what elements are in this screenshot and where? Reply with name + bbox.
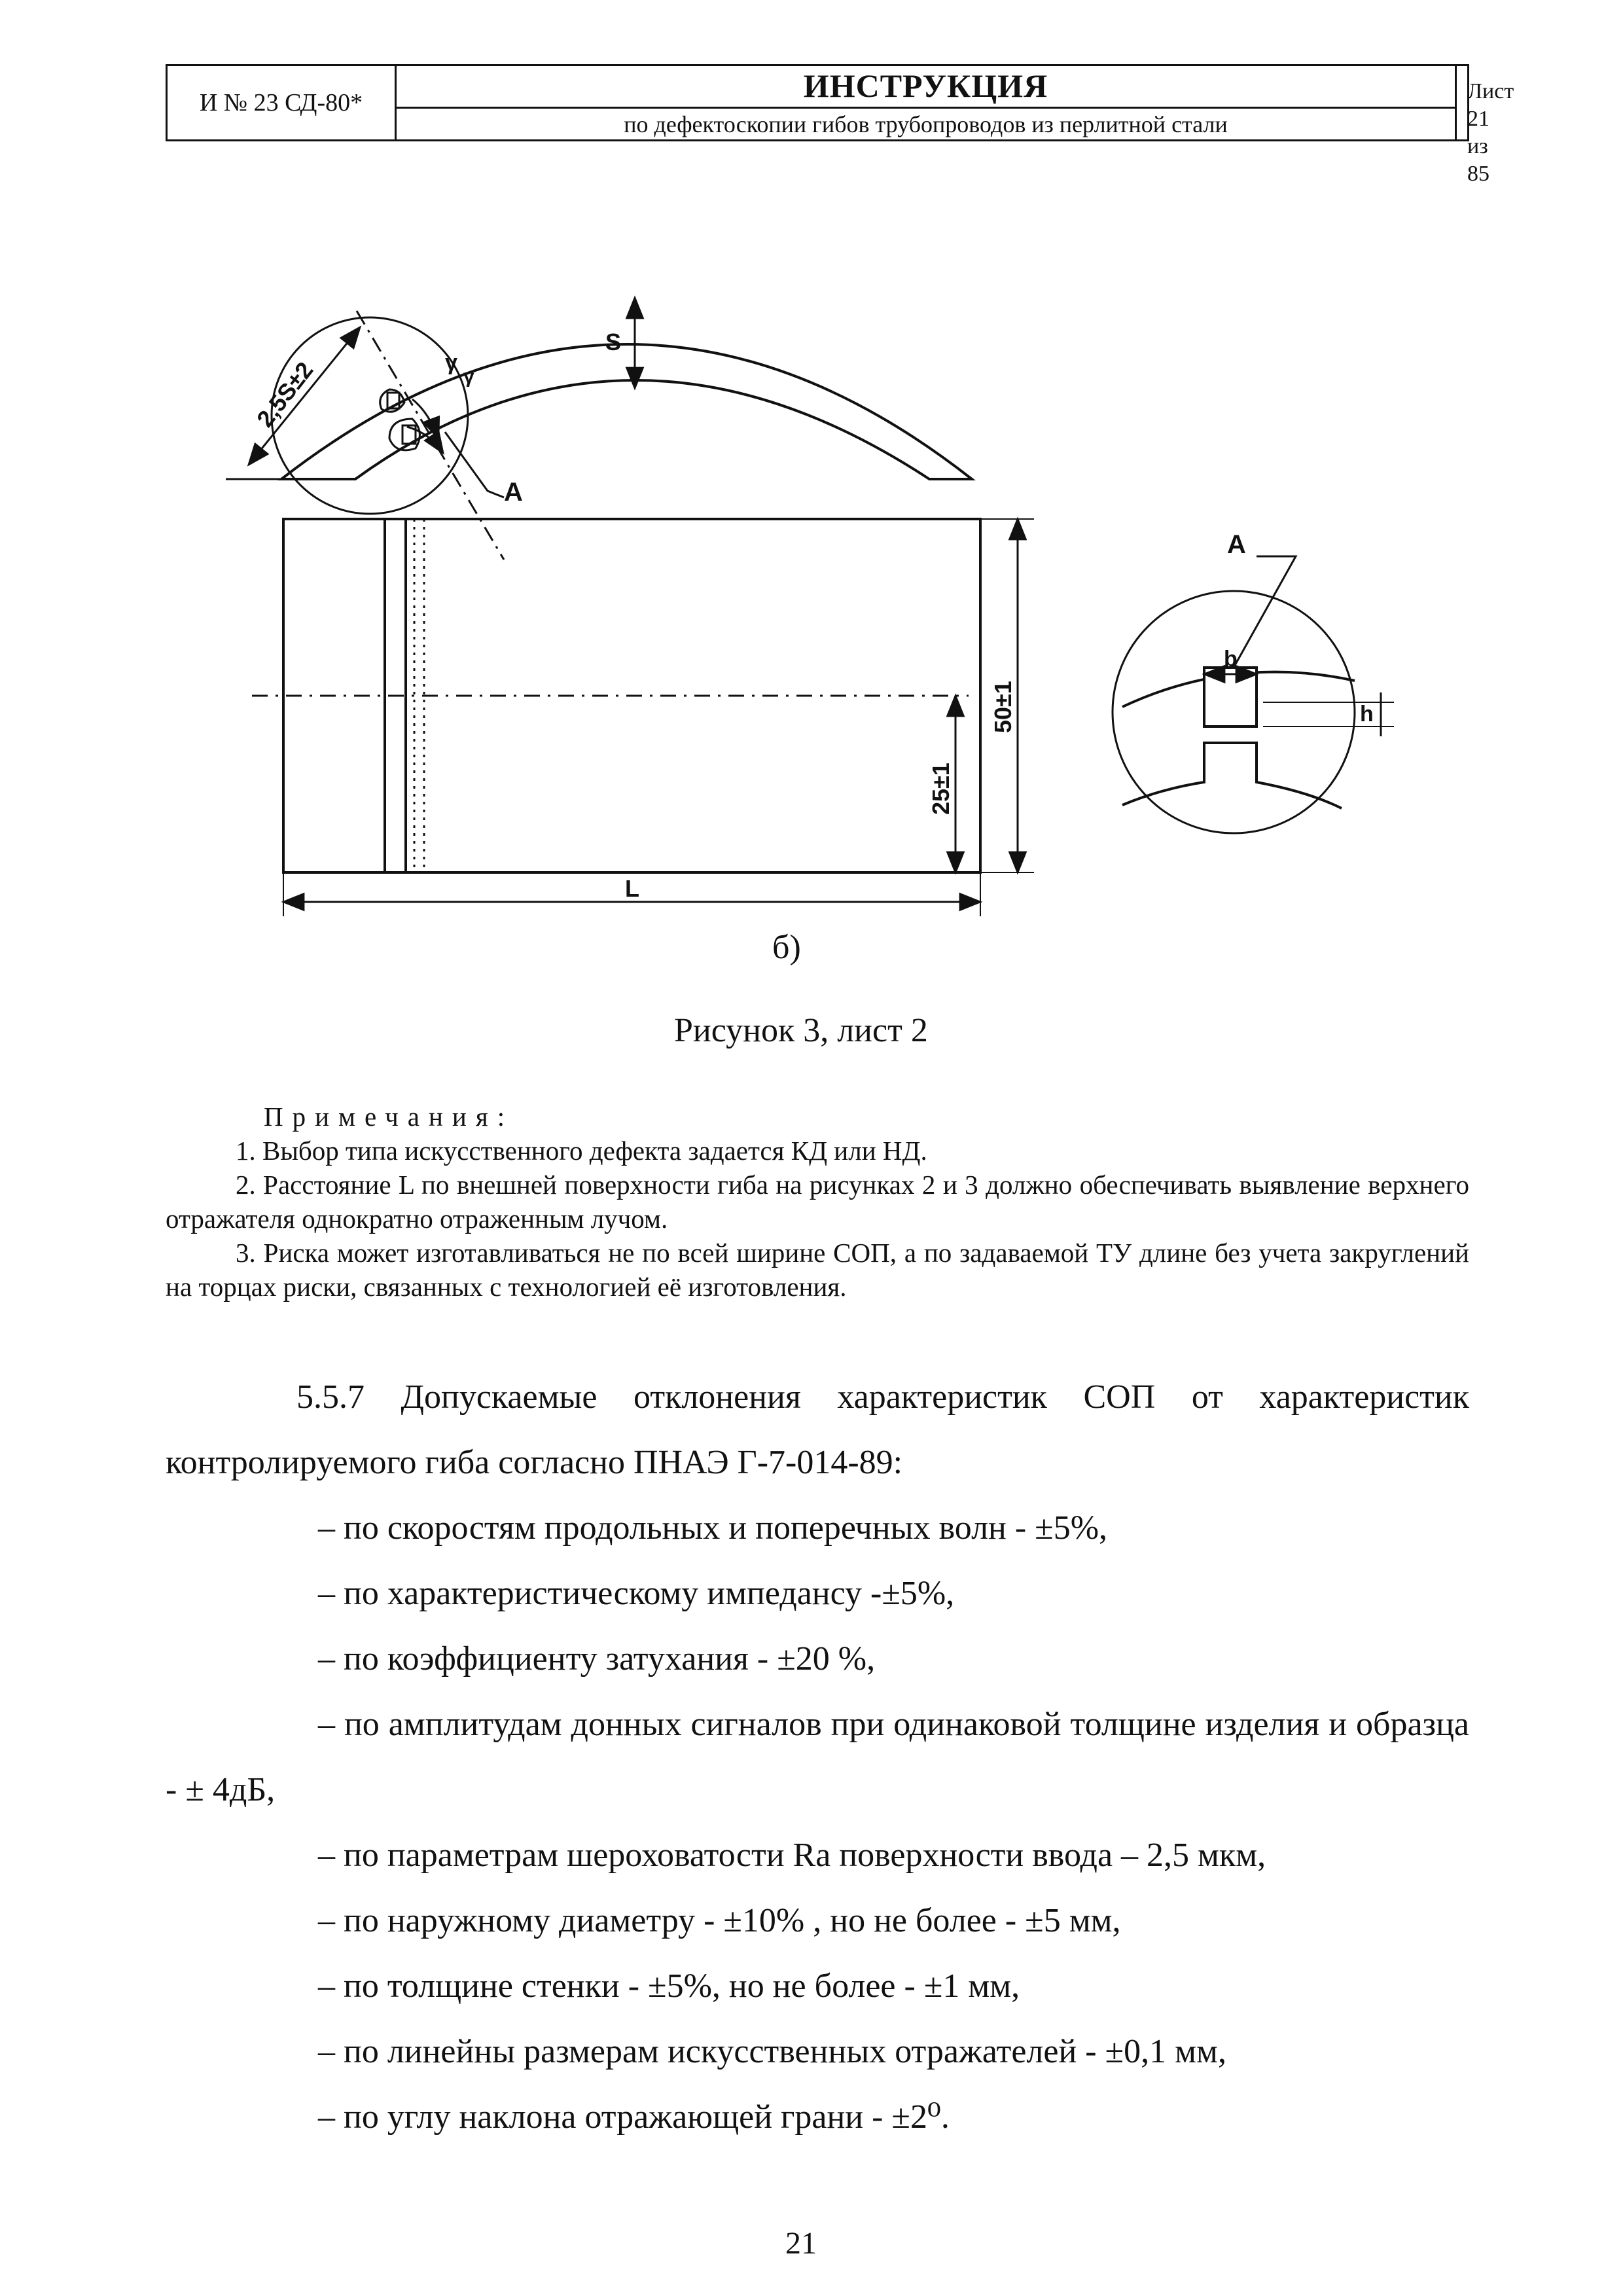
label-2-5s: 2,5S±2 (251, 356, 319, 432)
note-item: 1. Выбор типа искусственного дефекта задается КД или НД. (236, 1136, 927, 1166)
sheet-number: Лист 21 из 85 (1467, 79, 1514, 186)
label-50: 50±1 (990, 681, 1016, 733)
header-title-block (397, 66, 1457, 139)
note-item: 3. Риска может изготавливаться не по всей ширине СОП, а по задаваемой ТУ длине без учета закруглений на торцах риски, связанных с технологией её изготовления. (166, 1238, 1469, 1302)
label-a-bend: A (504, 478, 523, 507)
document-code: И № 23 СД-80* (168, 66, 397, 139)
label-25: 25±1 (927, 762, 954, 815)
list-item: – по наружному диаметру - ±10% , но не более - ±5 мм, (318, 1902, 1121, 1939)
list-item: – по линейны размерам искусственных отражателей - ±0,1 мм, (318, 2033, 1226, 2070)
list-item: – по характеристическому импедансу -±5%, (318, 1575, 955, 1612)
section-paragraph: 5.5.7 Допускаемые отклонения характеристик СОП от характеристик контролируемого гиба согласно ПНАЭ Г-7-014-89: (166, 1378, 1469, 1481)
label-h: h (1360, 702, 1374, 726)
list-item: – по коэффициенту затухания - ±20 %, (318, 1640, 876, 1677)
detail-circle-bend (272, 317, 468, 514)
technical-drawing (216, 262, 1459, 929)
note-item: 2. Расстояние L по внешней поверхности гиба на рисунках 2 и 3 должно обеспечивать выявление верхнего отражателя однократно отраженным лучом. (166, 1170, 1469, 1234)
label-s: S (605, 329, 622, 355)
figure-sublabel: б) (772, 929, 801, 966)
list-item: – по скоростям продольных и поперечных волн - ±5%, (318, 1509, 1108, 1547)
label-a-detail: A (1227, 530, 1246, 559)
list-item: – по толщине стенки - ±5%, но не более - ±1 мм, (318, 1967, 1020, 2005)
figure-caption: Рисунок 3, лист 2 (674, 1012, 928, 1049)
label-gamma-2: γ (463, 366, 474, 387)
document-header (166, 64, 1514, 186)
page-number: 21 (785, 2226, 817, 2261)
list-item: – по амплитудам донных сигналов при одинаковой толщине изделия и образца - ± 4дБ, (166, 1706, 1469, 1808)
list-item: – по параметрам шероховатости Ra поверхности ввода – 2,5 мкм, (318, 1837, 1266, 1874)
document-subtitle: по дефектоскопии гибов трубопроводов из перлитной стали (624, 111, 1228, 137)
label-l: L (625, 875, 639, 902)
notes-block (166, 1100, 1469, 1304)
notes-title: Примечания: (264, 1102, 514, 1132)
label-b: b (1224, 647, 1238, 672)
list-item: – по углу наклона отражающей грани - ±2⁰. (318, 2098, 950, 2136)
document-title: ИНСТРУКЦИЯ (397, 66, 1455, 109)
label-gamma-1: γ (445, 350, 457, 375)
